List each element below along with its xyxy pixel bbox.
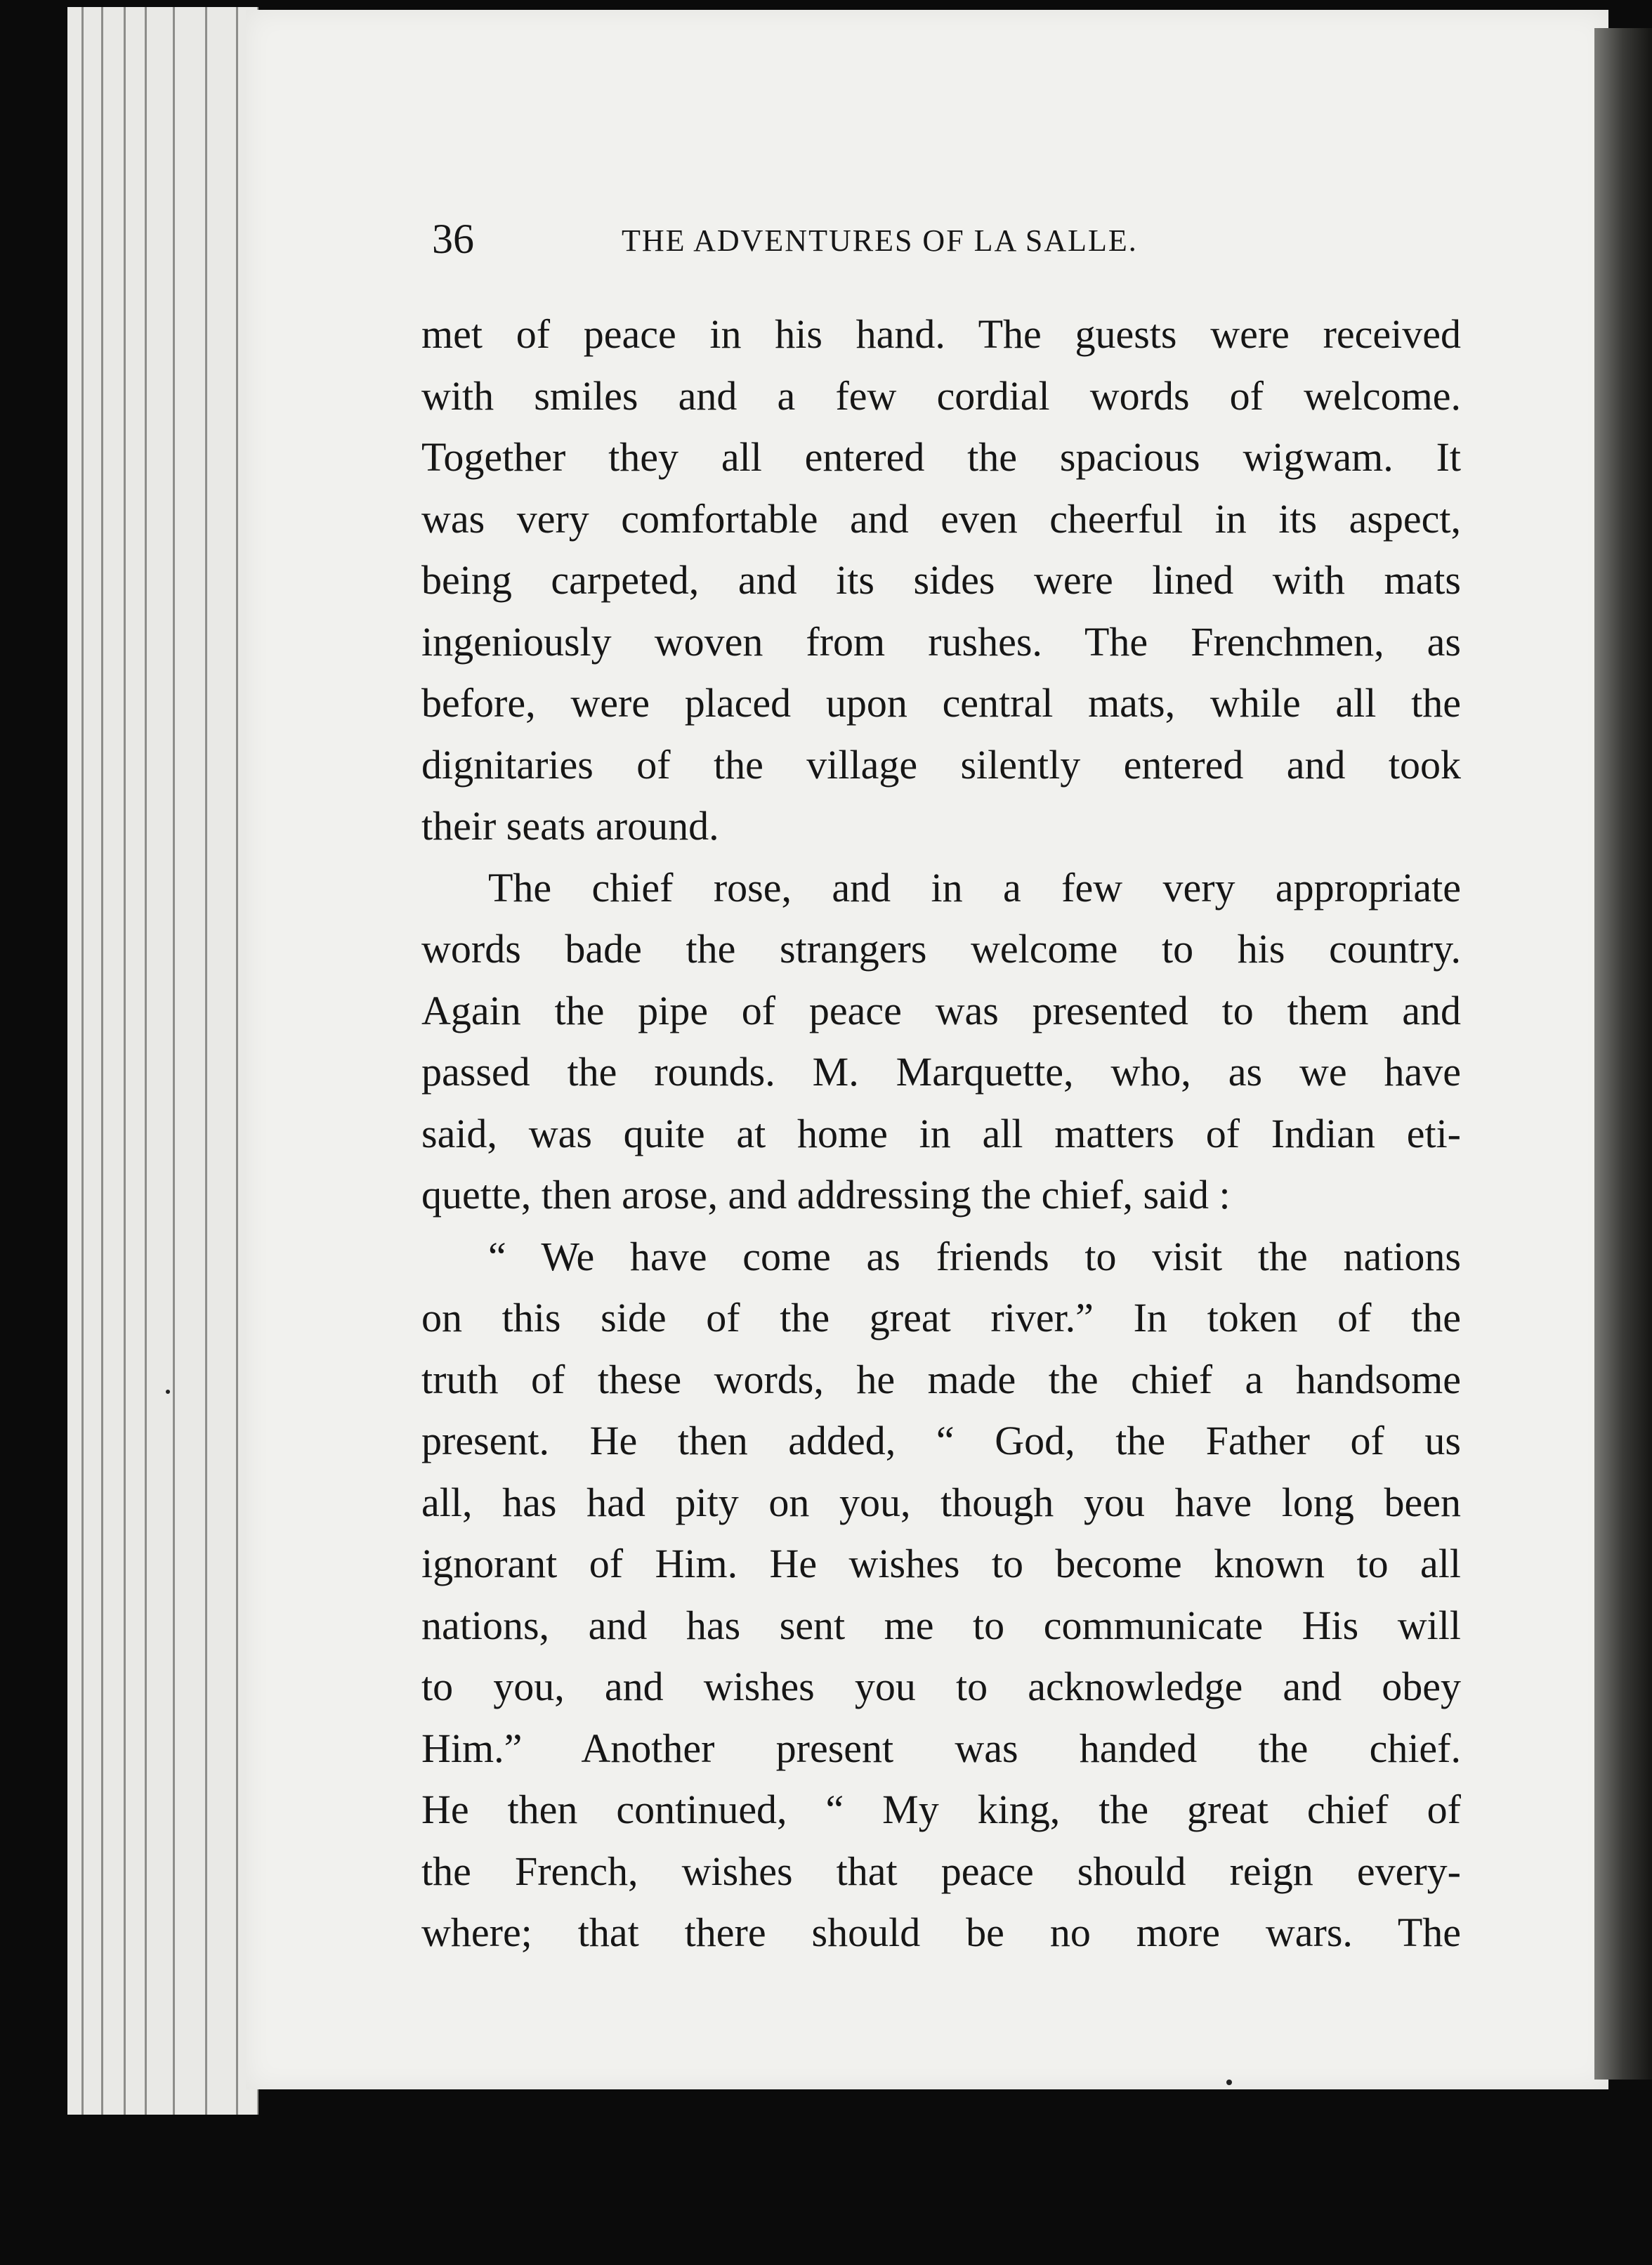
text-line: ingeniously woven from rushes. The Frenchmen, as [421,618,1461,665]
text-line: present. He then added, “ God, the Father of us [421,1418,1461,1463]
page-edge-line [205,7,207,2115]
text-line: met of peace in his hand. The guests were received [421,311,1461,357]
page-edges [67,7,258,2115]
page-edge-line [124,7,126,2115]
text-line: nations, and has sent me to communicate His will [421,1602,1461,1648]
gutter-shadow [1594,28,1652,2080]
text-line: ignorant of Him. He wishes to become known to all [421,1541,1461,1586]
text-line: the French, wishes that peace should reign every- [421,1848,1461,1894]
text-line: Together they all entered the spacious wigwam. It [421,434,1461,480]
text-line: with smiles and a few cordial words of welcome. [421,372,1461,419]
text-line: where; that there should be no more wars. The [421,1910,1461,1955]
text-line: to you, and wishes you to acknowledge and obey [421,1664,1461,1709]
running-head: THE ADVENTURES OF LA SALLE. [622,223,1138,258]
text-line: passed the rounds. M. Marquette, who, as we have [421,1049,1461,1095]
page-edge-line [173,7,175,2115]
text-line: being carpeted, and its sides were lined with mats [421,557,1461,603]
text-line: their seats around. [421,803,719,849]
text-line: Again the pipe of peace was presented to them and [421,987,1461,1033]
page-number: 36 [432,216,474,262]
text-line: before, were placed upon central mats, while all the [421,680,1461,726]
text-line: “ We have come as friends to visit the nations [488,1233,1461,1279]
page-edge-line [101,7,103,2115]
text-line: said, was quite at home in all matters of Indian eti- [421,1110,1461,1156]
text-line: The chief rose, and in a few very appropriate [488,864,1461,910]
text-line: quette, then arose, and addressing the chief, said : [421,1172,1231,1218]
scan-speck [1226,2080,1232,2085]
page-edge-line [145,7,147,2115]
body-text [421,303,1461,1964]
text-line: on this side of the great river.” In token of the [421,1295,1461,1340]
text-line: truth of these words, he made the chief a handsome [421,1356,1461,1402]
page-edge-line [81,7,84,2115]
text-line: Him.” Another present was handed the chief. [421,1725,1461,1771]
text-line: words bade the strangers welcome to his country. [421,926,1461,972]
scan-speck [166,1390,170,1394]
page-edge-line [236,7,238,2115]
page-header [432,211,1296,267]
text-line: He then continued, “ My king, the great chief of [421,1787,1461,1832]
text-line: was very comfortable and even cheerful in its aspect, [421,495,1461,542]
text-line: all, has had pity on you, though you have long been [421,1479,1461,1525]
text-line: dignitaries of the village silently entered and took [421,741,1461,788]
